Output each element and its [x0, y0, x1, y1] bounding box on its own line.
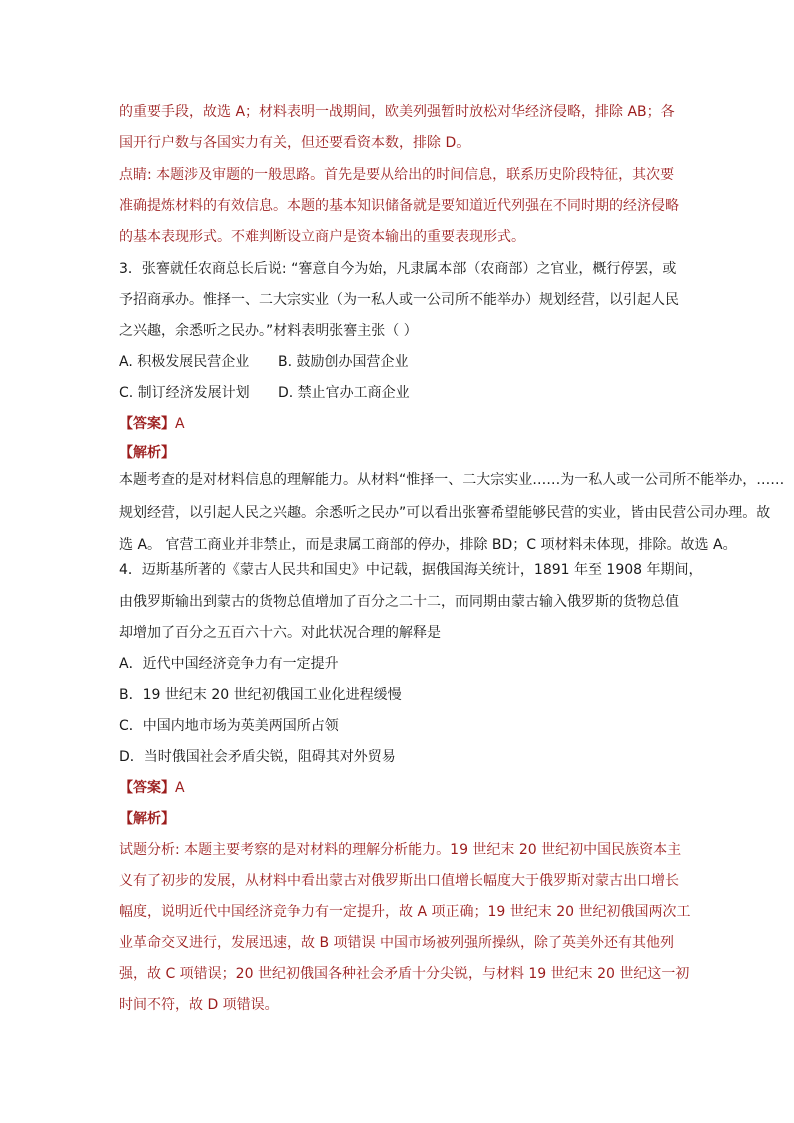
q3-option-c: C. 制订经济发展计划 — [119, 385, 250, 401]
prev-note-line-2: 准确提炼材料的有效信息。本题的基本知识储备就是要知道近代列强在不同时期的经济侵略 — [119, 198, 679, 214]
prev-explanation-line-1: 的重要手段，故选 A；材料表明一战期间，欧美列强暂时放松对华经济侵略，排除 AB；各 — [119, 104, 675, 120]
q3-stem-line-3: 之兴趣，余悉听之民办。”材料表明张謇主张（ ） — [119, 323, 418, 339]
q4-answer-value: A — [175, 780, 185, 796]
q4-stem-line-2: 由俄罗斯输出到蒙古的货物总值增加了百分之二十二，而同期由蒙古输入俄罗斯的货物总值 — [119, 594, 679, 610]
q3-option-a: A. 积极发展民营企业 — [119, 354, 250, 370]
q3-analysis-tag: 【解析】 — [119, 445, 175, 461]
q3-option-b: B. 鼓励创办国营企业 — [278, 354, 409, 370]
q4-answer-tag: 【答案】 — [119, 780, 175, 796]
q4-analysis-line-1: 试题分析: 本题主要考察的是对材料的理解分析能力。19 世纪末 20 世纪初中国民族资本主 — [119, 842, 682, 858]
prev-explanation-line-2: 国开行户数与各国实力有关，但还要看资本数，排除 D。 — [119, 135, 471, 151]
q4-analysis-tag: 【解析】 — [119, 811, 175, 827]
prev-note-line-3: 的基本表现形式。不难判断设立商户是资本输出的重要表现形式。 — [119, 229, 525, 245]
prev-note-line-1: 点睛: 本题涉及审题的一般思路。首先是要从给出的时间信息，联系历史阶段特征，其次要 — [119, 167, 675, 183]
q3-answer-value: A — [175, 416, 185, 432]
q3-option-d: D. 禁止官办工商企业 — [278, 385, 410, 401]
q3-stem-line-2: 予招商承办。惟择一、二大宗实业（为一私人或一公司所不能举办）规划经营，以引起人民 — [119, 292, 679, 308]
q3-stem-line-1: 3．张謇就任农商总长后说: “謇意自今为始，凡隶属本部（农商部）之官业，概行停罢，或 — [119, 261, 677, 277]
q3-analysis-line-2: 规划经营，以引起人民之兴趣。余悉听之民办”可以看出张謇希望能够民营的实业，皆由民营公司办理。故 — [119, 505, 771, 521]
q4-analysis-line-4: 业革命交叉进行，发展迅速，故 B 项错误 中国市场被列强所操纵，除了英美外还有其他列 — [119, 935, 674, 951]
q4-stem-line-3: 却增加了百分之五百六十六。对此状况合理的解释是 — [119, 625, 441, 641]
q4-answer — [119, 778, 185, 798]
q4-option-a: A．近代中国经济竞争力有一定提升 — [119, 656, 339, 672]
q4-analysis-line-5: 强，故 C 项错误；20 世纪初俄国各种社会矛盾十分尖锐，与材料 19 世纪末 20 世纪这一初 — [119, 966, 690, 982]
q3-analysis-line-1: 本题考查的是对材料信息的理解能力。从材料“惟择一、二大宗实业……为一私人或一公司所不能举办，…… — [119, 472, 785, 488]
q4-option-d: D．当时俄国社会矛盾尖锐，阻碍其对外贸易 — [119, 749, 396, 765]
q3-answer-tag: 【答案】 — [119, 416, 175, 432]
q4-stem-line-1: 4．迈斯基所著的《蒙古人民共和国史》中记载，据俄国海关统计，1891 年至 1908 年期间， — [119, 562, 703, 578]
q4-analysis-line-3: 幅度，说明近代中国经济竞争力有一定提升，故 A 项正确；19 世纪末 20 世纪初俄国两次工 — [119, 904, 691, 920]
q4-option-c: C．中国内地市场为英美两国所占领 — [119, 718, 339, 734]
q4-analysis-line-2: 义有了初步的发展，从材料中看出蒙古对俄罗斯出口值增长幅度大于俄罗斯对蒙古出口增长 — [119, 873, 679, 889]
q4-analysis-line-6: 时间不符，故 D 项错误。 — [119, 997, 279, 1013]
q3-answer — [119, 414, 185, 434]
q4-option-b: B．19 世纪末 20 世纪初俄国工业化进程缓慢 — [119, 687, 402, 703]
q3-analysis-line-3: 选 A。 官营工商业并非禁止，而是隶属工商部的停办，排除 BD；C 项材料未体现，排除。故选 A。 — [119, 537, 737, 553]
